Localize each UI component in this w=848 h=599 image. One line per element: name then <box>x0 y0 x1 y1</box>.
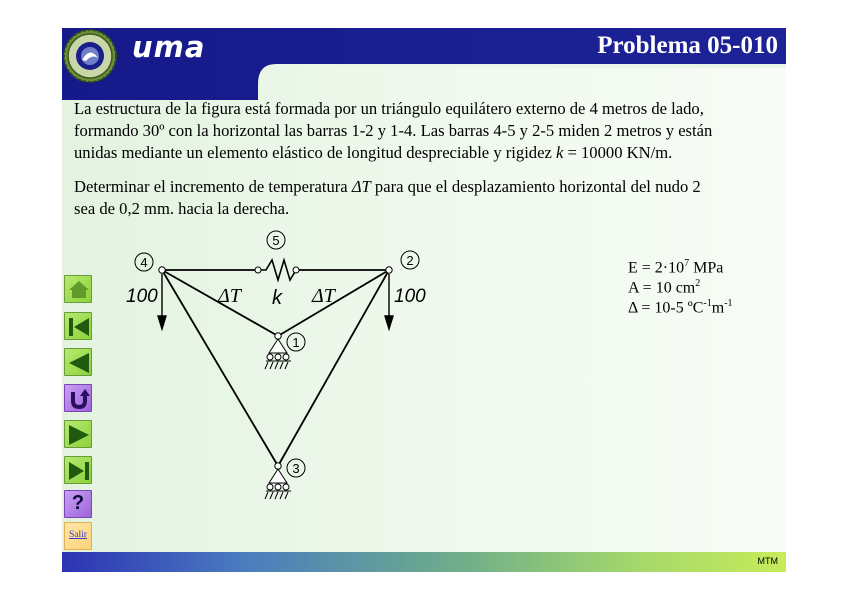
statement-line: para que el desplazamiento horizontal del nudo 2 <box>370 177 701 196</box>
last-page-icon <box>65 457 93 485</box>
brand-name: uma <box>132 30 206 64</box>
load-value-left: 100 <box>126 286 158 307</box>
property-E-unit: MPa <box>689 259 724 277</box>
node-4 <box>159 267 165 273</box>
load-arrowhead-left <box>158 316 166 329</box>
stiffness-symbol: k <box>555 143 564 162</box>
return-icon <box>65 385 93 413</box>
header-banner <box>62 28 786 100</box>
problem-title: Problema 05-010 <box>597 32 778 59</box>
node-label-4: 4 <box>140 255 148 270</box>
statement-line: formando 30º con la horizontal las barras 1-2 y 1-4. Las barras 4-5 y 2-5 miden 2 metros y están <box>74 121 713 140</box>
university-seal-logo <box>62 28 118 84</box>
property-E-exponent: 7 <box>684 258 690 269</box>
roller-support-3 <box>265 469 291 499</box>
temperature-label-right: ΔT <box>312 285 335 307</box>
previous-page-icon <box>65 349 93 377</box>
statement-paragraph-1 <box>74 98 778 164</box>
next-page-icon <box>65 421 93 449</box>
load-value-right: 100 <box>394 286 426 307</box>
help-button[interactable] <box>64 490 92 518</box>
node-label-2: 2 <box>406 253 414 268</box>
node-label-1: 1 <box>292 335 300 350</box>
property-E-text: E = 2·10 <box>628 259 685 277</box>
previous-page-button[interactable] <box>64 348 92 376</box>
spring-element <box>258 260 296 280</box>
statement-line: sea de 0,2 mm. hacia la derecha. <box>74 199 290 218</box>
home-button[interactable] <box>64 275 92 303</box>
property-A-exponent: 2 <box>695 278 701 289</box>
property-alpha-text: Δ = 10-5 ºC <box>628 299 704 317</box>
node-5-right <box>293 267 299 273</box>
slide <box>62 28 786 572</box>
exit-label[interactable]: Salir <box>69 530 87 540</box>
home-icon <box>65 276 93 304</box>
property-alpha-unit: m <box>711 299 725 317</box>
property-alpha-exponent-2: -1 <box>724 298 733 309</box>
property-alpha-exponent-1: -1 <box>703 298 712 309</box>
help-icon: ? <box>71 492 85 514</box>
property-alpha <box>628 294 733 318</box>
statement-line: Determinar el incremento de temperatura <box>74 177 352 196</box>
return-button[interactable] <box>64 384 92 412</box>
property-A-text: A = 10 cm <box>628 279 696 297</box>
first-page-button[interactable] <box>64 312 92 340</box>
truss-figure <box>110 224 440 524</box>
exit-button[interactable] <box>64 522 92 550</box>
statement-line: La estructura de la figura está formada por un triángulo equilátero externo de 4 metros de lado, <box>74 99 704 118</box>
spring-stiffness-label: k <box>272 287 282 309</box>
node-label-5: 5 <box>272 233 280 248</box>
temperature-increment-symbol: ΔT <box>351 177 371 196</box>
node-2 <box>386 267 392 273</box>
statement-line: = 10000 KN/m. <box>563 143 673 162</box>
footer-label: MTM <box>757 556 778 566</box>
footer-bar <box>62 552 786 572</box>
next-page-button[interactable] <box>64 420 92 448</box>
node-label-3: 3 <box>292 461 300 476</box>
statement-paragraph-2 <box>74 176 778 220</box>
last-page-button[interactable] <box>64 456 92 484</box>
load-arrowhead-right <box>385 316 393 329</box>
statement-line: unidas mediante un elemento elástico de longitud despreciable y rigidez <box>74 143 556 162</box>
node-5-left <box>255 267 261 273</box>
temperature-label-left: ΔT <box>218 285 241 307</box>
first-page-icon <box>65 313 93 341</box>
